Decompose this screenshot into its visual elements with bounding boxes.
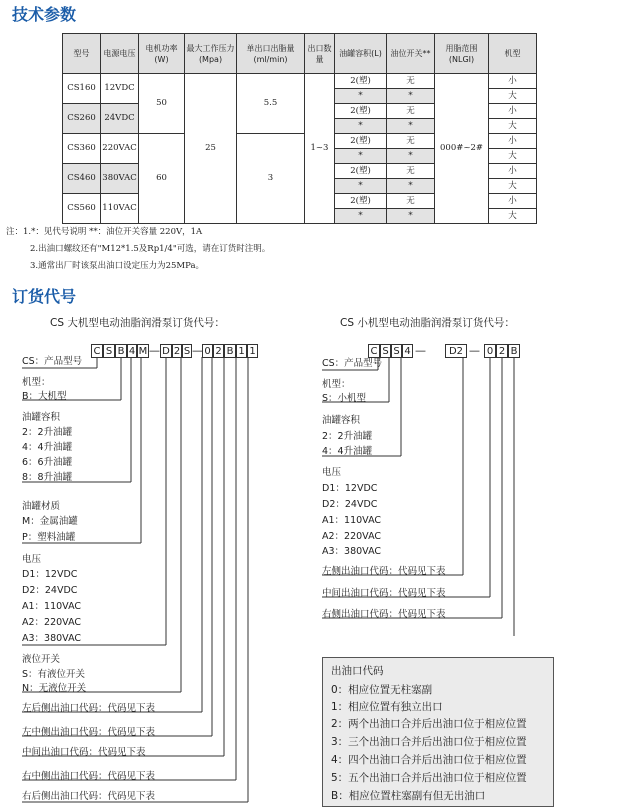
large-label: 右中侧出油口代码：代码见下表 [22, 771, 156, 782]
large-label: 油罐容积 [22, 412, 61, 423]
tank-cell: 2(塑) [335, 74, 387, 89]
legend-title: 出油口代码 [331, 665, 384, 677]
legend-item: 2：两个出油口合并后出油口位于相应位置 [331, 718, 527, 730]
large-label: 8：8升油罐 [22, 472, 73, 483]
small-label: 右侧出油口代码：代码见下表 [322, 609, 446, 620]
small-label: S：小机型 [322, 393, 367, 404]
header-tank: 油罐容积(L) [335, 34, 387, 74]
code-box: 2 [496, 344, 508, 358]
large-label: 左中侧出油口代码：代码见下表 [22, 727, 156, 738]
small-label: CS：产品型号 [322, 358, 383, 369]
outlet-code-legend [322, 657, 554, 807]
pressure-cell: 25 [185, 74, 237, 224]
small-label: 电压 [322, 467, 342, 478]
output-cell: 3 [237, 134, 305, 224]
output-cell: 5.5 [237, 74, 305, 134]
note-2: 2.出油口螺纹还有"M12*1.5及Rp1/4"可选，请在订货时注明。 [30, 244, 271, 254]
large-label: 机型： [22, 377, 51, 388]
nlgi-cell: 000#~2# [435, 74, 489, 224]
large-label: S：有液位开关 [22, 669, 86, 680]
code-box: 0 [202, 344, 213, 358]
large-caption: CS 大机型电动油脂润滑泵订货代号： [50, 317, 225, 329]
legend-item: B：相应位置柱塞副有但无出油口 [331, 790, 486, 802]
small-label: D2：24VDC [322, 499, 378, 510]
large-label: A1：110VAC [22, 601, 82, 612]
code-box: S [183, 346, 191, 357]
model-cell: CS360 [63, 134, 101, 164]
large-label: B：大机型 [22, 391, 67, 402]
legend-item: 1：相应位置有独立出口 [331, 701, 443, 713]
voltage-cell: 12VDC [101, 74, 139, 104]
header-type: 机型 [489, 34, 537, 74]
tank-cell: 2(塑) [335, 194, 387, 209]
code-box: S [380, 344, 391, 358]
voltage-cell: 24VDC [101, 104, 139, 134]
type-cell: 大 [489, 209, 537, 224]
spec-title: 技术参数 [12, 5, 77, 24]
small-label: A3：380VAC [322, 546, 382, 557]
switch-cell: * [387, 179, 435, 194]
power-cell: 50 [139, 74, 185, 134]
type-cell: 小 [489, 104, 537, 119]
tank-cell: * [335, 119, 387, 134]
small-label: A1：110VAC [322, 515, 382, 526]
type-cell: 大 [489, 179, 537, 194]
code-box: 1 [247, 344, 258, 358]
code-box: C [368, 344, 380, 358]
code-box: B [224, 344, 236, 358]
code-box: 0 [484, 344, 496, 358]
power-cell: 60 [139, 134, 185, 224]
code-box: 2 [213, 344, 224, 358]
large-label: 左后侧出油口代码：代码见下表 [22, 703, 156, 714]
type-cell: 大 [489, 119, 537, 134]
large-label: D1：12VDC [22, 569, 78, 580]
switch-cell: * [387, 209, 435, 224]
code-box: S [391, 344, 402, 358]
small-label: 左侧出油口代码：代码见下表 [322, 566, 446, 577]
code-box: M [138, 346, 148, 357]
large-label: 电压 [22, 554, 42, 565]
tank-cell: * [335, 149, 387, 164]
header-outlets: 出口数量 [305, 34, 335, 74]
type-cell: 小 [489, 164, 537, 179]
model-cell: CS260 [63, 104, 101, 134]
switch-cell: * [387, 89, 435, 104]
code-box: 4 [128, 346, 136, 357]
large-label: 6：6升油罐 [22, 457, 73, 468]
model-cell: CS560 [63, 194, 101, 224]
switch-cell: 无 [387, 74, 435, 89]
large-label: 4：4升油罐 [22, 442, 73, 453]
voltage-cell: 380VAC [101, 164, 139, 194]
small-caption: CS 小机型电动油脂润滑泵订货代号： [340, 317, 515, 329]
large-label: A3：380VAC [22, 633, 82, 644]
header-switch: 油位开关** [387, 34, 435, 74]
header-nlgi: 用脂范围(NLGI) [435, 34, 489, 74]
switch-cell: 无 [387, 104, 435, 119]
type-cell: 大 [489, 149, 537, 164]
type-cell: 小 [489, 194, 537, 209]
tank-cell: 2(塑) [335, 104, 387, 119]
code-box: B [508, 344, 520, 358]
tank-cell: 2(塑) [335, 134, 387, 149]
type-cell: 小 [489, 74, 537, 89]
code-dash: — [149, 344, 160, 357]
code-box: 1 [236, 344, 247, 358]
code-box: D [160, 344, 172, 358]
large-label: P：塑料油罐 [22, 532, 76, 543]
model-cell: CS160 [63, 74, 101, 104]
header-voltage: 电源电压 [101, 34, 139, 74]
switch-cell: * [387, 149, 435, 164]
switch-cell: 无 [387, 164, 435, 179]
voltage-cell: 110VAC [101, 194, 139, 224]
code-box: 4 [402, 344, 413, 358]
legend-item: 0：相应位置无柱塞副 [331, 684, 433, 696]
code-box: D2 [445, 344, 467, 358]
code-box: S [103, 344, 115, 358]
code-dash: — [469, 344, 480, 357]
header-model: 型号 [63, 34, 101, 74]
small-label: A2：220VAC [322, 531, 382, 542]
switch-cell: 无 [387, 194, 435, 209]
large-label: 液位开关 [22, 654, 61, 665]
header-power: 电机功率(W) [139, 34, 185, 74]
note-3: 3.通常出厂时该泵出油口设定压力为25MPa。 [30, 261, 205, 271]
type-cell: 小 [489, 134, 537, 149]
small-label: D1：12VDC [322, 483, 378, 494]
type-cell: 大 [489, 89, 537, 104]
large-label: 右后侧出油口代码：代码见下表 [22, 791, 156, 802]
large-label: 油罐材质 [22, 501, 61, 512]
small-label: 4：4升油罐 [322, 446, 373, 457]
order-title: 订货代号 [12, 287, 77, 306]
voltage-cell: 220VAC [101, 134, 139, 164]
legend-item: 4：四个出油口合并后出油口位于相应位置 [331, 754, 527, 766]
large-label: 2：2升油罐 [22, 427, 73, 438]
large-label: 中间出油口代码：代码见下表 [22, 747, 146, 758]
tank-cell: * [335, 89, 387, 104]
code-dash: — [415, 344, 426, 357]
large-label: N：无液位开关 [22, 683, 87, 694]
large-label: A2：220VAC [22, 617, 82, 628]
switch-cell: 无 [387, 134, 435, 149]
legend-item: 3：三个出油口合并后出油口位于相应位置 [331, 736, 527, 748]
large-label: D2：24VDC [22, 585, 78, 596]
large-label: M：金属油罐 [22, 516, 78, 527]
code-dash: — [192, 344, 203, 357]
note-1: 注：1.*：见代号说明 **：油位开关容量 220V，1A [6, 227, 203, 237]
code-box: C [91, 344, 103, 358]
tank-cell: * [335, 209, 387, 224]
code-box: B [115, 344, 127, 358]
small-label: 中间出油口代码：代码见下表 [322, 588, 446, 599]
small-label: 机型： [322, 379, 351, 390]
outlets-cell: 1~3 [305, 74, 335, 224]
switch-cell: * [387, 119, 435, 134]
legend-item: 5：五个出油口合并后出油口位于相应位置 [331, 772, 527, 784]
tank-cell: * [335, 179, 387, 194]
tank-cell: 2(塑) [335, 164, 387, 179]
code-box: 2 [173, 346, 181, 357]
header-output: 单出口出脂量(ml/min) [237, 34, 305, 74]
header-pressure: 最大工作压力(Mpa) [185, 34, 237, 74]
large-label: CS：产品型号 [22, 356, 83, 367]
small-label: 2：2升油罐 [322, 431, 373, 442]
small-label: 油罐容积 [322, 415, 361, 426]
model-cell: CS460 [63, 164, 101, 194]
